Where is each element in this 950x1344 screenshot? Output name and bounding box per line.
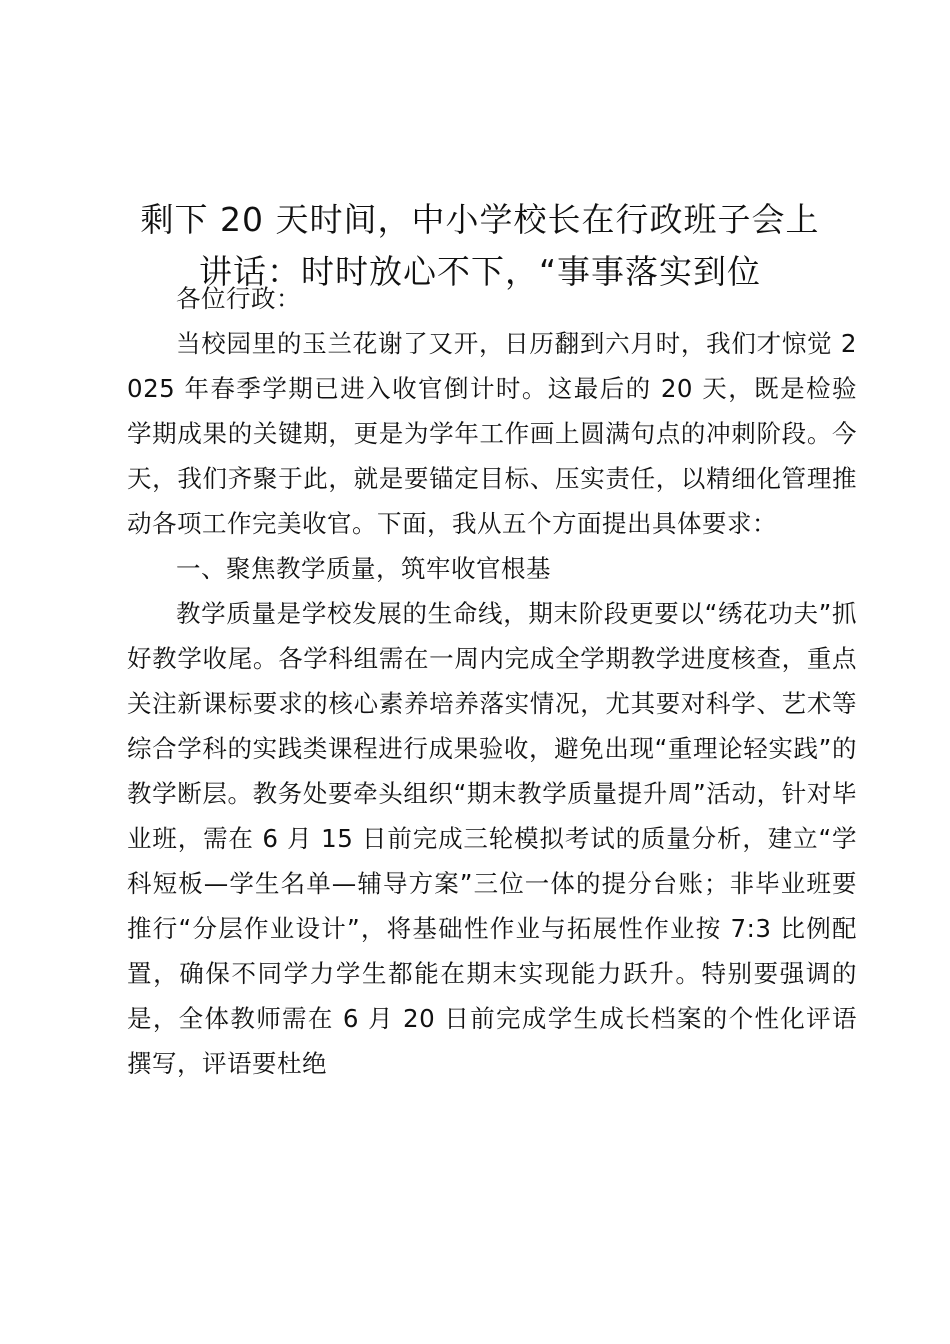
section-heading: 一、聚焦教学质量，筑牢收官根基 bbox=[176, 554, 551, 583]
document-body bbox=[127, 276, 857, 1086]
section-paragraph: 教学质量是学校发展的生命线，期末阶段更要以“绣花功夫”抓好教学收尾。各学科组需在一周内完成全学期教学进度核查，重点关注新课标要求的核心素养培养落实情况，尤其要对科学、艺术等综合学科的实践类课程进行成果验收，避免出现“重理论轻实践”的教学断层。教务处要牵头组织“期末教学质量提升周”活动，针对毕业班，需在 6 月 15 日前完成三轮模拟考试的质量分析，建立“学科短板—学生名单—辅导方案”三位一体的提分台账；非毕业班要推行“分层作业设计”，将基础性作业与拓展性作业按 7:3 比例配置，确保不同学力学生都能在期末实现能力跃升。特别要强调的是，全体教师需在 6 月 20 日前完成学生成长档案的个性化评语撰写，评语要杜绝 bbox=[127, 599, 857, 1078]
title-line-2: 讲话：时时放心不下，“事事落实到位 bbox=[198, 252, 762, 292]
intro-paragraph: 当校园里的玉兰花谢了又开，日历翻到六月时，我们才惊觉 2025 年春季学期已进入收官倒计时。这最后的 20 天，既是检验学期成果的关键期，更是为学年工作画上圆满句点的冲刺阶段。今天，我们齐聚于此，就是要锚定目标、压实责任，以精细化管理推动各项工作完美收官。下面，我从五个方面提出具体要求： bbox=[127, 329, 857, 538]
salutation: 各位行政： bbox=[176, 284, 301, 313]
title-line-1: 剩下 20 天时间，中小学校长在行政班子会上 bbox=[140, 200, 820, 240]
